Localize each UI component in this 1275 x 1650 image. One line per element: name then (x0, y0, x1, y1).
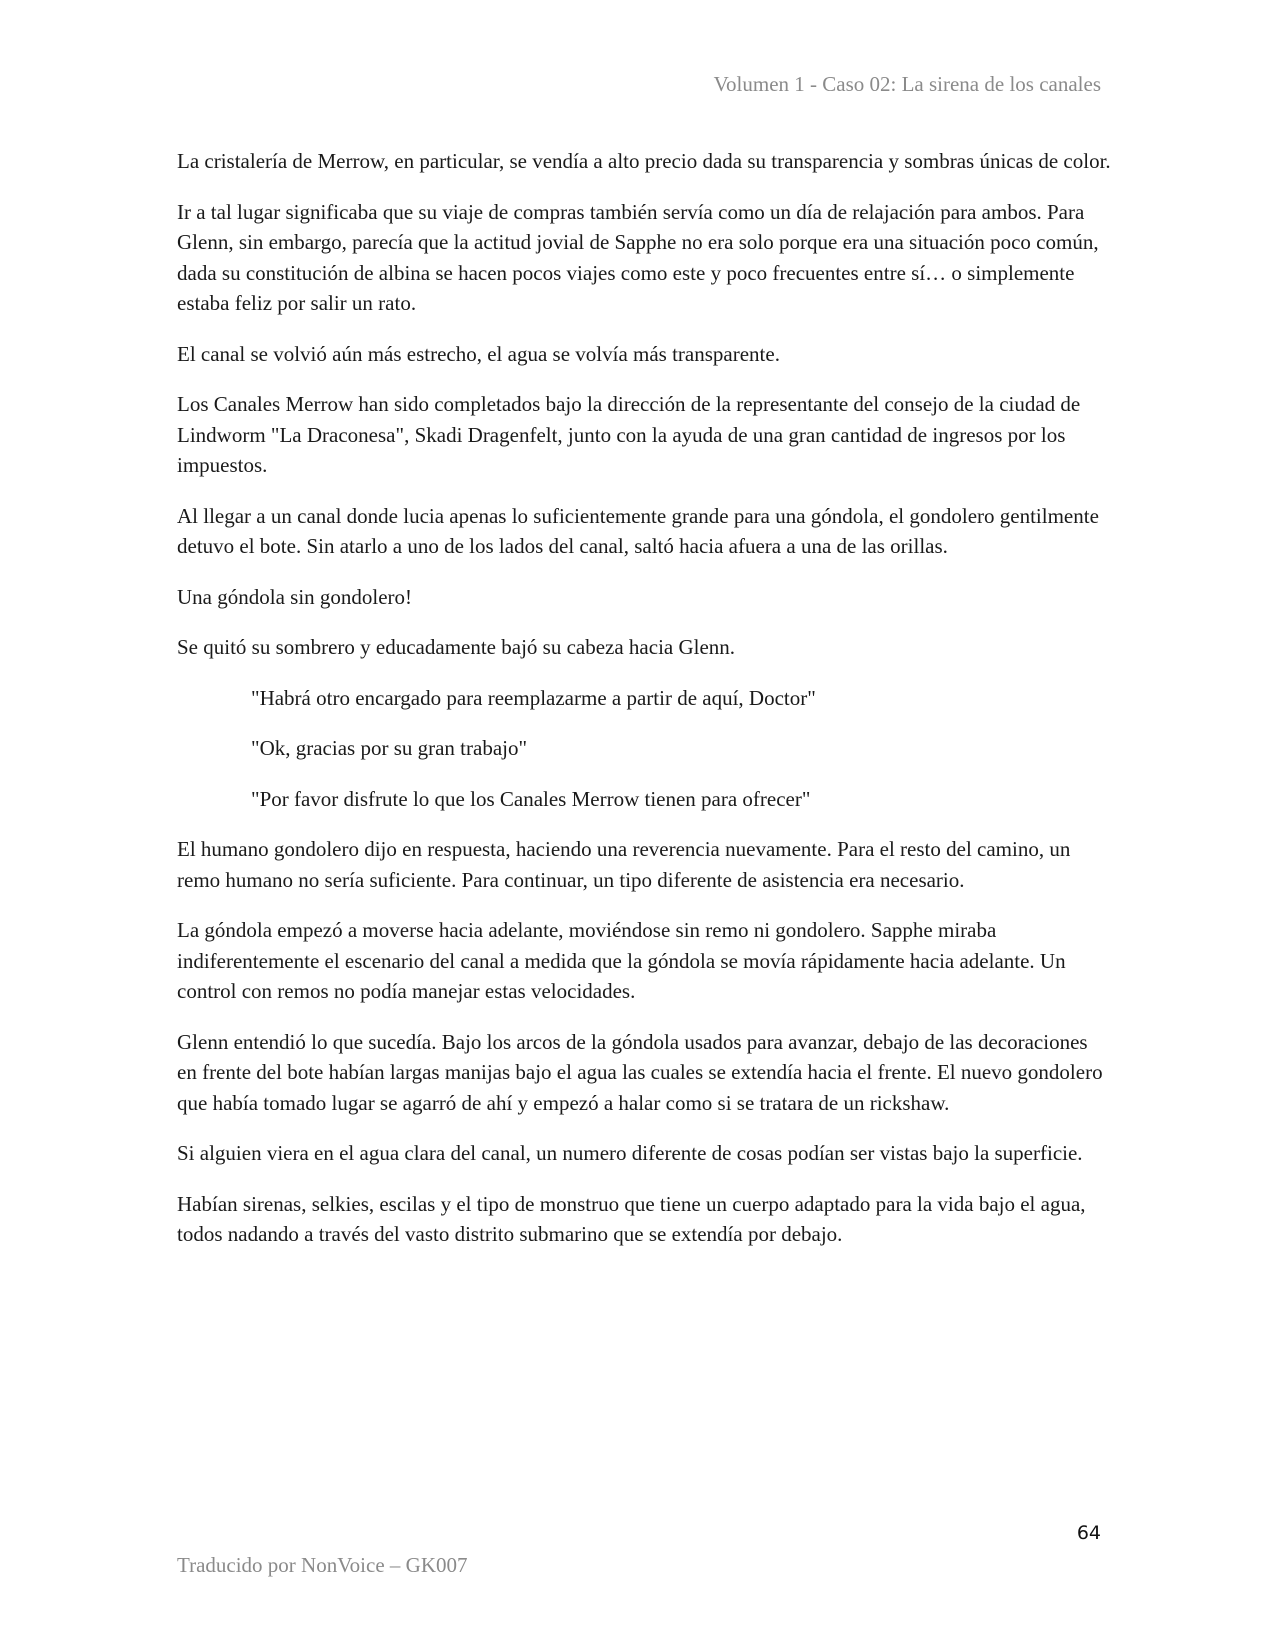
paragraph: Glenn entendió lo que sucedía. Bajo los arcos de la góndola usados para avanzar, debajo de las decoraciones en frente del bote habían largas manijas bajo el agua las cuales se extendía hacia el frente. El nuevo gondolero que había tomado lugar se agarró de ahí y empezó a halar como si se tratara de un rickshaw. (177, 1029, 1103, 1115)
paragraph: Se quitó su sombrero y educadamente bajó su cabeza hacia Glenn. (177, 635, 736, 659)
translator-credits: Traducido por NonVoice – GK007 (177, 1553, 468, 1577)
paragraph: El canal se volvió aún más estrecho, el agua se volvía más transparente. (177, 341, 780, 366)
dialogue-line: "Por favor disfrute lo que los Canales Merrow tienen para ofrecer" (251, 786, 811, 811)
paragraph: Una góndola sin gondolero! (177, 584, 413, 609)
paragraph: La cristalería de Merrow, en particular, se vendía a alto precio dada su transparencia y sombras únicas de color. (177, 149, 1111, 173)
paragraph: Habían sirenas, selkies, escilas y el tipo de monstruo que tiene un cuerpo adaptado para la vida bajo el agua, todos nadando a través del vasto distrito submarino que se extendía por debajo. (177, 1191, 1086, 1246)
running-header: Volumen 1 - Caso 02: La sirena de los canales (713, 72, 1101, 96)
paragraph: El humano gondolero dijo en respuesta, haciendo una reverencia nuevamente. Para el resto del camino, un remo humano no sería suficiente. Para continuar, un tipo diferente de asistencia era necesario. (177, 837, 1071, 892)
page-number: 64 (1076, 1522, 1101, 1544)
paragraph: Los Canales Merrow han sido completados bajo la dirección de la representante del consejo de la ciudad de Lindworm "La Draconesa", Skadi Dragenfelt, junto con la ayuda de una gran cantidad de ingresos por los impuestos. (177, 392, 1081, 477)
paragraph: La góndola empezó a moverse hacia adelante, moviéndose sin remo ni gondolero. Sapphe miraba indiferentemente el escenario del canal a medida que la góndola se movía rápidamente hacia adelante. Un control con remos no podía manejar estas velocidades. (177, 918, 1066, 1003)
paragraph: Al llegar a un canal donde lucia apenas lo suficientemente grande para una góndola, el gondolero gentilmente detuvo el bote. Sin atarlo a uno de los lados del canal, saltó hacia afuera a una de las orillas. (177, 503, 1099, 558)
page-body (177, 146, 1112, 1270)
paragraph: Ir a tal lugar significaba que su viaje de compras también servía como un día de relajación para ambos. Para Glenn, sin embargo, parecía que la actitud jovial de Sapphe no era solo porque era una situación poco común, dada su constitución de albina se hacen pocos viajes como este y poco frecuentes entre sí… o simplemente estaba feliz por salir un rato. (177, 199, 1099, 315)
dialogue-line: "Habrá otro encargado para reemplazarme a partir de aquí, Doctor" (251, 685, 816, 710)
paragraph: Si alguien viera en el agua clara del canal, un numero diferente de cosas podían ser vistas bajo la superficie. (177, 1141, 1083, 1165)
dialogue-line: "Ok, gracias por su gran trabajo" (251, 736, 528, 760)
